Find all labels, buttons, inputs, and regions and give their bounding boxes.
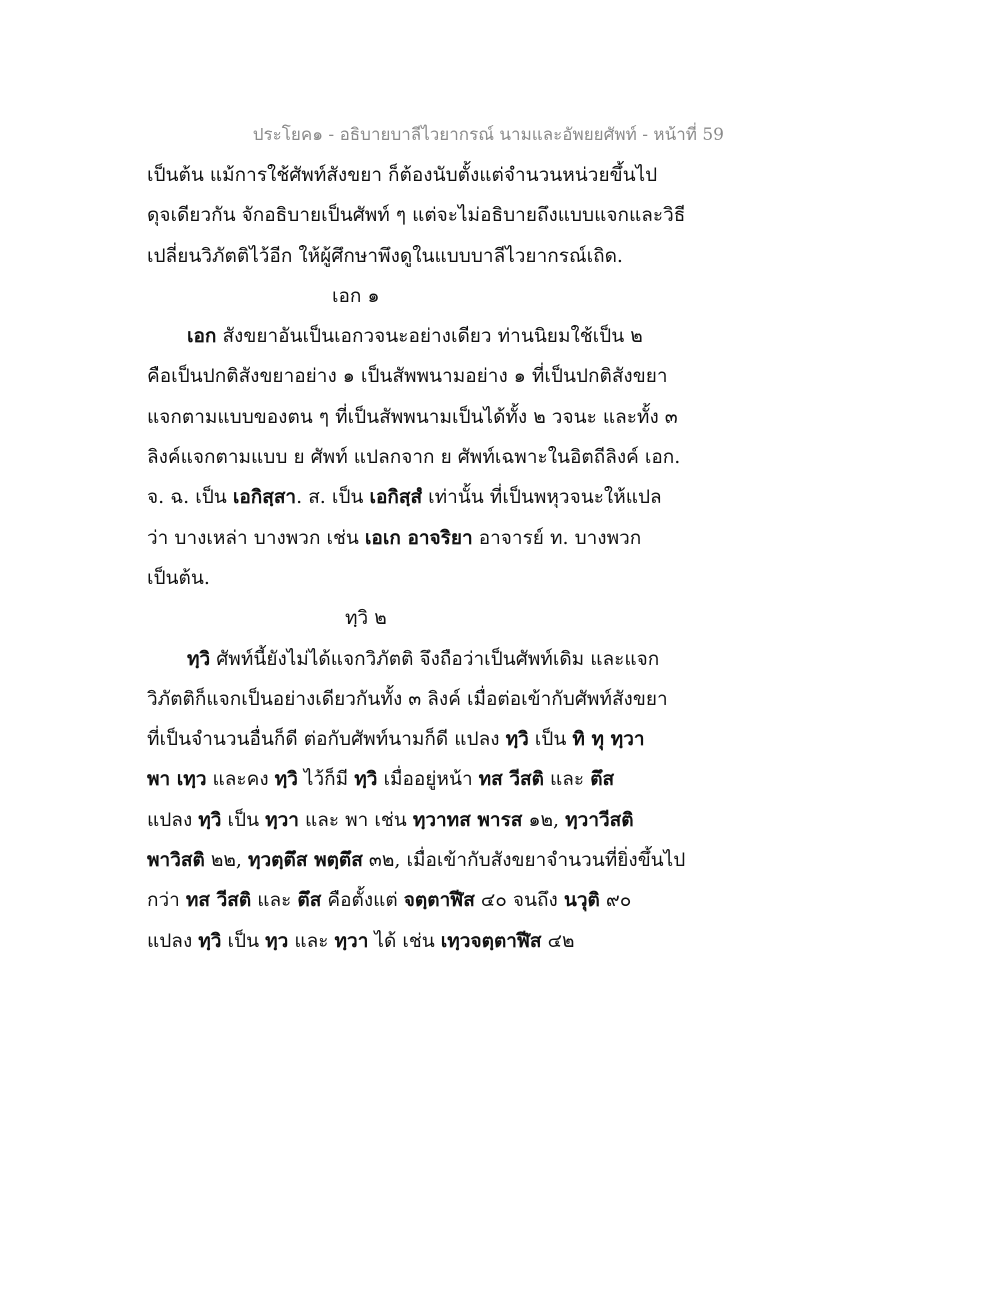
bold-term: เอเก อาจริยา bbox=[364, 526, 473, 549]
bold-term: ทส วีสติ bbox=[185, 889, 252, 912]
bold-term: ตึส bbox=[297, 889, 322, 912]
text-segment: ไว้ก็มี bbox=[297, 768, 355, 791]
section-heading-dvi: ทฺวิ ๒ bbox=[345, 607, 387, 630]
bold-term: ทส วีสติ bbox=[478, 768, 544, 791]
text-line bbox=[147, 840, 747, 880]
text-line bbox=[147, 518, 747, 558]
text-line bbox=[147, 880, 747, 920]
text-segment: และคง bbox=[206, 768, 275, 791]
text-segment: จ. ฉ. เป็น bbox=[147, 486, 233, 509]
text-line bbox=[147, 316, 747, 356]
text-segment: ว่า บางเหล่า บางพวก เช่น bbox=[147, 526, 365, 549]
text-segment: เป็น bbox=[528, 728, 573, 751]
eka-paragraph bbox=[147, 316, 747, 598]
text-segment: เมื่ออยู่หน้า bbox=[377, 768, 479, 791]
text-segment: แปลง bbox=[147, 808, 199, 831]
page-body bbox=[147, 155, 747, 961]
text-line bbox=[147, 356, 747, 396]
bold-term: เอก bbox=[187, 325, 217, 348]
text-segment: สังขยาอันเป็นเอกวจนะอย่างเดียว ท่านนิยมใช้เป็น ๒ bbox=[216, 325, 643, 348]
bold-term: เอกิสฺสํ bbox=[369, 486, 423, 509]
text-segment: และ พา เช่น bbox=[298, 808, 413, 831]
bold-term: ทฺวาวีสติ bbox=[565, 808, 634, 831]
text-line bbox=[147, 719, 747, 759]
text-segment: กว่า bbox=[147, 889, 186, 912]
text-segment: และ bbox=[544, 768, 591, 791]
text-line bbox=[147, 921, 747, 961]
text-segment: ๔๒ bbox=[541, 929, 575, 952]
bold-term: ตึส bbox=[590, 768, 615, 791]
bold-term: พา เทฺว bbox=[147, 768, 207, 791]
bold-term: ทฺวิ bbox=[274, 768, 298, 791]
text-segment: ๓๒, เมื่อเข้ากับสังขยาจำนวนที่ยิ่งขึ้นไป bbox=[362, 849, 686, 872]
bold-term: ทฺวิ bbox=[354, 768, 378, 791]
bold-term: ทฺว bbox=[265, 929, 289, 952]
text-line bbox=[147, 397, 747, 437]
bold-term: ทฺวิ bbox=[198, 808, 222, 831]
text-line bbox=[147, 639, 747, 679]
page-header: ประโยค๑ - อธิบายบาลีไวยากรณ์ นามและอัพยยศัพท์ - หน้าที่ 59 bbox=[252, 125, 724, 145]
text-segment: แปลง bbox=[147, 929, 199, 952]
text-segment: และ bbox=[288, 929, 335, 952]
text-segment: อาจารย์ ท. บางพวก bbox=[472, 526, 642, 549]
section-heading-eka: เอก ๑ bbox=[332, 284, 380, 307]
bold-term: ทฺวิ bbox=[187, 647, 211, 670]
text-segment: คือเป็นปกติสังขยาอย่าง ๑ เป็นสัพพนามอย่าง ๑ ที่เป็นปกติสังขยา bbox=[147, 365, 668, 388]
bold-term: ทิ ทุ ทฺวา bbox=[572, 728, 645, 751]
bold-term: เอกิสฺสา bbox=[232, 486, 297, 509]
text-line bbox=[147, 437, 747, 477]
bold-term: ทฺวาทส พารส bbox=[412, 808, 523, 831]
text-line bbox=[147, 800, 747, 840]
text-line bbox=[147, 558, 747, 598]
text-segment: เป็น bbox=[221, 929, 266, 952]
bold-term: ทฺวา bbox=[334, 929, 369, 952]
bold-term: ทฺวา bbox=[265, 808, 299, 831]
text-segment: เป็น bbox=[221, 808, 266, 831]
text-segment: ได้ เช่น bbox=[368, 929, 441, 952]
bold-term: ทฺวิ bbox=[505, 728, 529, 751]
text-segment: ๑๒, bbox=[522, 808, 566, 831]
intro-paragraph bbox=[147, 155, 747, 276]
text-segment: เท่านั้น ที่เป็นพหุวจนะให้แปล bbox=[422, 486, 662, 509]
text-line: เป็นต้น แม้การใช้ศัพท์สังขยา ก็ต้องนับตั้งแต่จำนวนหน่วยขึ้นไป bbox=[147, 164, 658, 186]
text-line bbox=[147, 477, 747, 517]
text-segment: ๔๐ จนถึง bbox=[474, 889, 564, 912]
text-segment: ศัพท์นี้ยังไม่ได้แจกวิภัตติ จึงถือว่าเป็นศัพท์เดิม และแจก bbox=[210, 647, 660, 670]
bold-term: เทฺวจตฺตาฬีส bbox=[440, 929, 542, 952]
bold-term: ทฺวิ bbox=[198, 929, 222, 952]
text-segment: . ส. เป็น bbox=[296, 486, 370, 509]
dvi-paragraph bbox=[147, 639, 747, 961]
text-line bbox=[147, 679, 747, 719]
text-segment: ๙๐ bbox=[599, 889, 632, 912]
bold-term: นวุติ bbox=[563, 889, 600, 912]
text-line: ดุจเดียวกัน จักอธิบายเป็นศัพท์ ๆ แต่จะไม่อธิบายถึงแบบแจกและวิธี bbox=[147, 204, 686, 227]
bold-term: พาวิสติ bbox=[147, 849, 205, 872]
text-line: เปลี่ยนวิภัตติไว้อีก ให้ผู้ศึกษาพึงดูในแบบบาลีไวยากรณ์เถิด. bbox=[147, 244, 623, 267]
text-segment: ๒๒, bbox=[204, 849, 248, 872]
text-segment: และ bbox=[251, 889, 298, 912]
text-segment: แจกตามแบบของตน ๆ ที่เป็นสัพพนามเป็นได้ทั้ง ๒ วจนะ และทั้ง ๓ bbox=[147, 405, 678, 428]
text-line bbox=[147, 759, 747, 799]
text-segment: ที่เป็นจำนวนอื่นก็ดี ต่อกับศัพท์นามก็ดี แปลง bbox=[147, 728, 506, 751]
text-segment: เป็นต้น. bbox=[147, 566, 210, 589]
text-segment: วิภัตติก็แจกเป็นอย่างเดียวกันทั้ง ๓ ลิงค์ เมื่อต่อเข้ากับศัพท์สังขยา bbox=[147, 687, 668, 710]
bold-term: ทฺวตฺตึส พตฺตึส bbox=[247, 849, 363, 872]
text-segment: ลิงค์แจกตามแบบ ย ศัพท์ แปลกจาก ย ศัพท์เฉพาะในอิตถีลิงค์ เอก. bbox=[147, 446, 681, 469]
bold-term: จตฺตาฬีส bbox=[403, 889, 475, 912]
text-segment: คือตั้งแต่ bbox=[321, 889, 404, 912]
